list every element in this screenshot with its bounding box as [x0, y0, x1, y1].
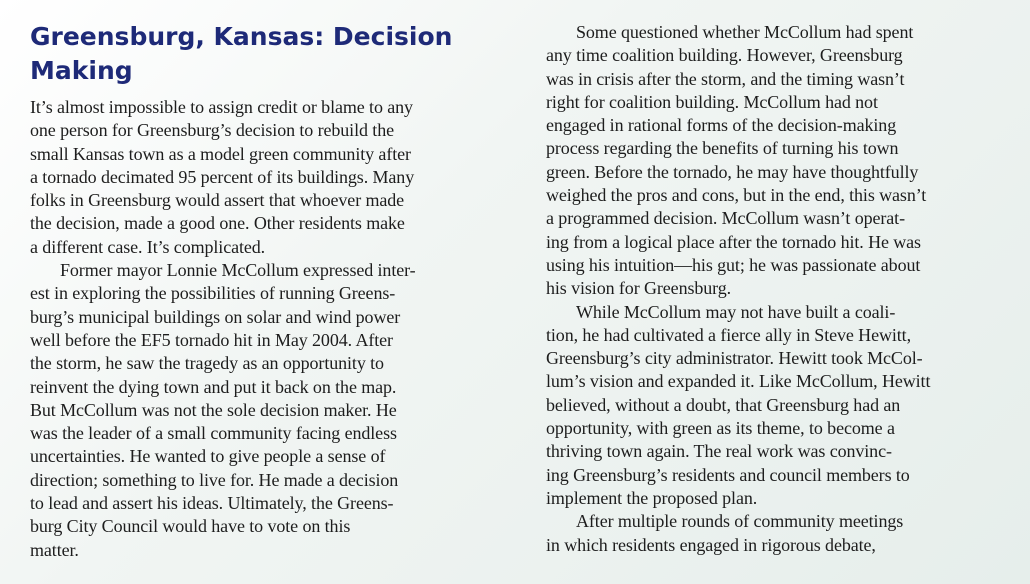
- text-line: direction; something to live for. He made a decision: [30, 469, 399, 490]
- text-line: right for coalition building. McCollum had not: [546, 91, 878, 112]
- left-column: [30, 0, 508, 562]
- right-column: [546, 0, 1024, 557]
- title-line: Making: [30, 56, 133, 85]
- text-line: small Kansas town as a model green community after: [30, 143, 411, 164]
- text-line: It’s almost impossible to assign credit or blame to any: [30, 97, 413, 117]
- text-line: well before the EF5 tornado hit in May 2004. After: [30, 329, 393, 350]
- left-column-text: [30, 96, 508, 562]
- text-line: weighed the pros and cons, but in the end, this wasn’t: [546, 185, 927, 206]
- text-line: process regarding the benefits of turning his town: [546, 138, 899, 159]
- text-line: opportunity, with green as its theme, to become a: [546, 418, 895, 439]
- text-line: a programmed decision. McCollum wasn’t operat-: [546, 208, 905, 229]
- text-line: using his intuition—his gut; he was passionate about: [546, 254, 921, 275]
- text-line: to lead and assert his ideas. Ultimately, the Greens-: [30, 493, 394, 514]
- text-line: believed, without a doubt, that Greensburg had an: [546, 394, 901, 415]
- text-line: thriving town again. The real work was convinc-: [546, 441, 892, 462]
- article-title: [30, 20, 508, 88]
- text-line: After multiple rounds of community meetings: [576, 511, 904, 532]
- text-line: engaged in rational forms of the decision-making: [546, 115, 897, 136]
- text-line: Greensburg’s city administrator. Hewitt took McCol-: [546, 348, 923, 369]
- text-line: implement the proposed plan.: [546, 487, 758, 508]
- title-line: Greensburg, Kansas: Decision: [30, 22, 453, 51]
- text-line: matter.: [30, 539, 79, 560]
- text-line: green. Before the tornado, he may have thoughtfully: [546, 161, 919, 182]
- text-line: a tornado decimated 95 percent of its buildings. Many: [30, 166, 415, 187]
- text-line: Some questioned whether McCollum had spent: [576, 22, 914, 42]
- right-column-text: [546, 21, 1024, 557]
- text-line: one person for Greensburg’s decision to rebuild the: [30, 120, 394, 141]
- text-line: uncertainties. He wanted to give people a sense of: [30, 446, 386, 467]
- text-line: the storm, he saw the tragedy as an opportunity to: [30, 353, 384, 374]
- text-line: burg’s municipal buildings on solar and wind power: [30, 306, 401, 327]
- text-line: While McCollum may not have built a coali-: [576, 301, 896, 322]
- text-line: ing from a logical place after the tornado hit. He was: [546, 231, 921, 252]
- text-line: was the leader of a small community facing endless: [30, 423, 397, 444]
- text-line: Former mayor Lonnie McCollum expressed inter-: [60, 260, 416, 281]
- text-line: folks in Greensburg would assert that whoever made: [30, 190, 405, 211]
- text-line: ing Greensburg’s residents and council members to: [546, 464, 910, 485]
- text-line: est in exploring the possibilities of running Greens-: [30, 283, 396, 304]
- text-line: tion, he had cultivated a fierce ally in Steve Hewitt,: [546, 324, 911, 345]
- text-line: a different case. It’s complicated.: [30, 236, 266, 257]
- text-line: was in crisis after the storm, and the timing wasn’t: [546, 68, 905, 89]
- text-line: lum’s vision and expanded it. Like McCollum, Hewitt: [546, 371, 931, 392]
- text-line: any time coalition building. However, Greensburg: [546, 45, 903, 66]
- text-line: reinvent the dying town and put it back on the map.: [30, 376, 397, 397]
- text-line: burg City Council would have to vote on this: [30, 516, 351, 537]
- text-line: the decision, made a good one. Other residents make: [30, 213, 405, 234]
- text-line: his vision for Greensburg.: [546, 278, 732, 299]
- text-line: in which residents engaged in rigorous debate,: [546, 534, 876, 555]
- text-line: But McCollum was not the sole decision maker. He: [30, 399, 397, 420]
